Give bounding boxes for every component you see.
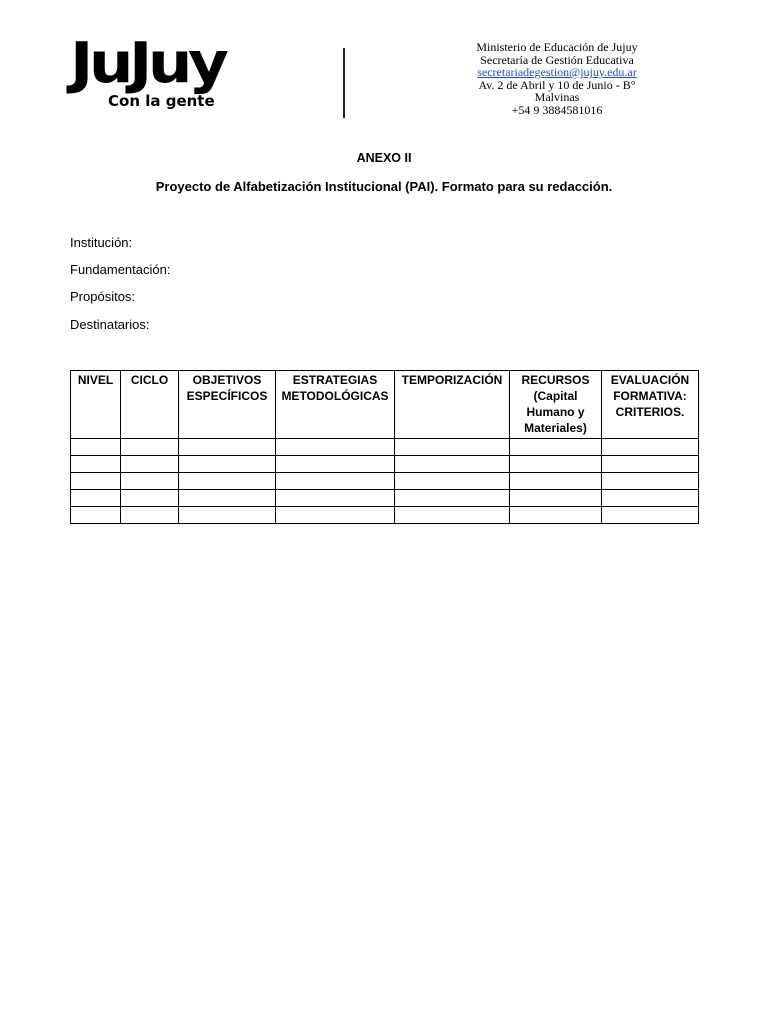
table-cell[interactable] — [71, 507, 121, 524]
header-recursos: RECURSOS (Capital Humano y Materiales) — [510, 371, 602, 439]
table-cell[interactable] — [179, 456, 276, 473]
table-header-row — [71, 371, 699, 439]
table-cell[interactable] — [179, 490, 276, 507]
table-row — [71, 473, 699, 490]
table-cell[interactable] — [395, 490, 510, 507]
table-cell[interactable] — [121, 490, 179, 507]
header-estrategias: ESTRATEGIAS METODOLÓGICAS — [276, 371, 395, 439]
table-cell[interactable] — [510, 473, 602, 490]
table-cell[interactable] — [71, 439, 121, 456]
table-cell[interactable] — [71, 456, 121, 473]
table-cell[interactable] — [395, 456, 510, 473]
header-objetivos: OBJETIVOS ESPECÍFICOS — [179, 371, 276, 439]
table-cell[interactable] — [602, 456, 699, 473]
header-evaluacion: EVALUACIÓN FORMATIVA: CRITERIOS. — [602, 371, 699, 439]
table-cell[interactable] — [602, 439, 699, 456]
table-row — [71, 490, 699, 507]
table-cell[interactable] — [179, 439, 276, 456]
table-cell[interactable] — [276, 473, 395, 490]
address-line-1: Av. 2 de Abril y 10 de Junio - B° — [478, 77, 636, 92]
contact-block — [452, 41, 662, 117]
table-body — [71, 439, 699, 524]
ministry-name: Ministerio de Educación de Jujuy — [476, 40, 638, 54]
field-fundamentacion: Fundamentación: — [70, 262, 171, 277]
table-cell[interactable] — [276, 507, 395, 524]
table-cell[interactable] — [121, 439, 179, 456]
document-subtitle: Proyecto de Alfabetización Institucional (PAI). Formato para su redacción. — [155, 179, 613, 194]
secretariat-name: Secretaría de Gestión Educativa — [480, 52, 634, 67]
field-institucion: Institución: — [70, 235, 133, 250]
table-cell[interactable] — [71, 490, 121, 507]
contact-email-link[interactable]: secretariadegestion@jujuy.edu.ar — [477, 65, 637, 80]
table-cell[interactable] — [395, 439, 510, 456]
table-cell[interactable] — [510, 507, 602, 524]
annex-title: ANEXO II — [356, 151, 412, 165]
table-row — [71, 439, 699, 456]
table-cell[interactable] — [510, 490, 602, 507]
pai-table — [70, 370, 699, 524]
table-cell[interactable] — [602, 490, 699, 507]
field-propositos: Propósitos: — [70, 289, 136, 304]
header-nivel: NIVEL — [71, 371, 121, 439]
contact-phone: +54 9 3884581016 — [511, 102, 603, 117]
header-divider — [343, 48, 345, 118]
table-cell[interactable] — [179, 507, 276, 524]
table-cell[interactable] — [602, 473, 699, 490]
logo-wordmark: JuJuy — [70, 31, 225, 96]
table-cell[interactable] — [276, 490, 395, 507]
table-cell[interactable] — [276, 456, 395, 473]
table-row — [71, 456, 699, 473]
table-cell[interactable] — [121, 507, 179, 524]
header-temporizacion: TEMPORIZACIÓN — [395, 371, 510, 439]
table-cell[interactable] — [395, 507, 510, 524]
table-cell[interactable] — [121, 456, 179, 473]
address-line-2: Malvinas — [534, 90, 580, 105]
table-cell[interactable] — [179, 473, 276, 490]
jujuy-logo — [70, 31, 250, 120]
logo-tagline: Con la gente — [108, 92, 215, 110]
table-cell[interactable] — [602, 507, 699, 524]
table-cell[interactable] — [121, 473, 179, 490]
table-cell[interactable] — [276, 439, 395, 456]
field-destinatarios: Destinatarios: — [70, 317, 150, 332]
table-cell[interactable] — [395, 473, 510, 490]
table-cell[interactable] — [71, 473, 121, 490]
table-cell[interactable] — [510, 439, 602, 456]
table-row — [71, 507, 699, 524]
header-ciclo: CICLO — [121, 371, 179, 439]
table-cell[interactable] — [510, 456, 602, 473]
